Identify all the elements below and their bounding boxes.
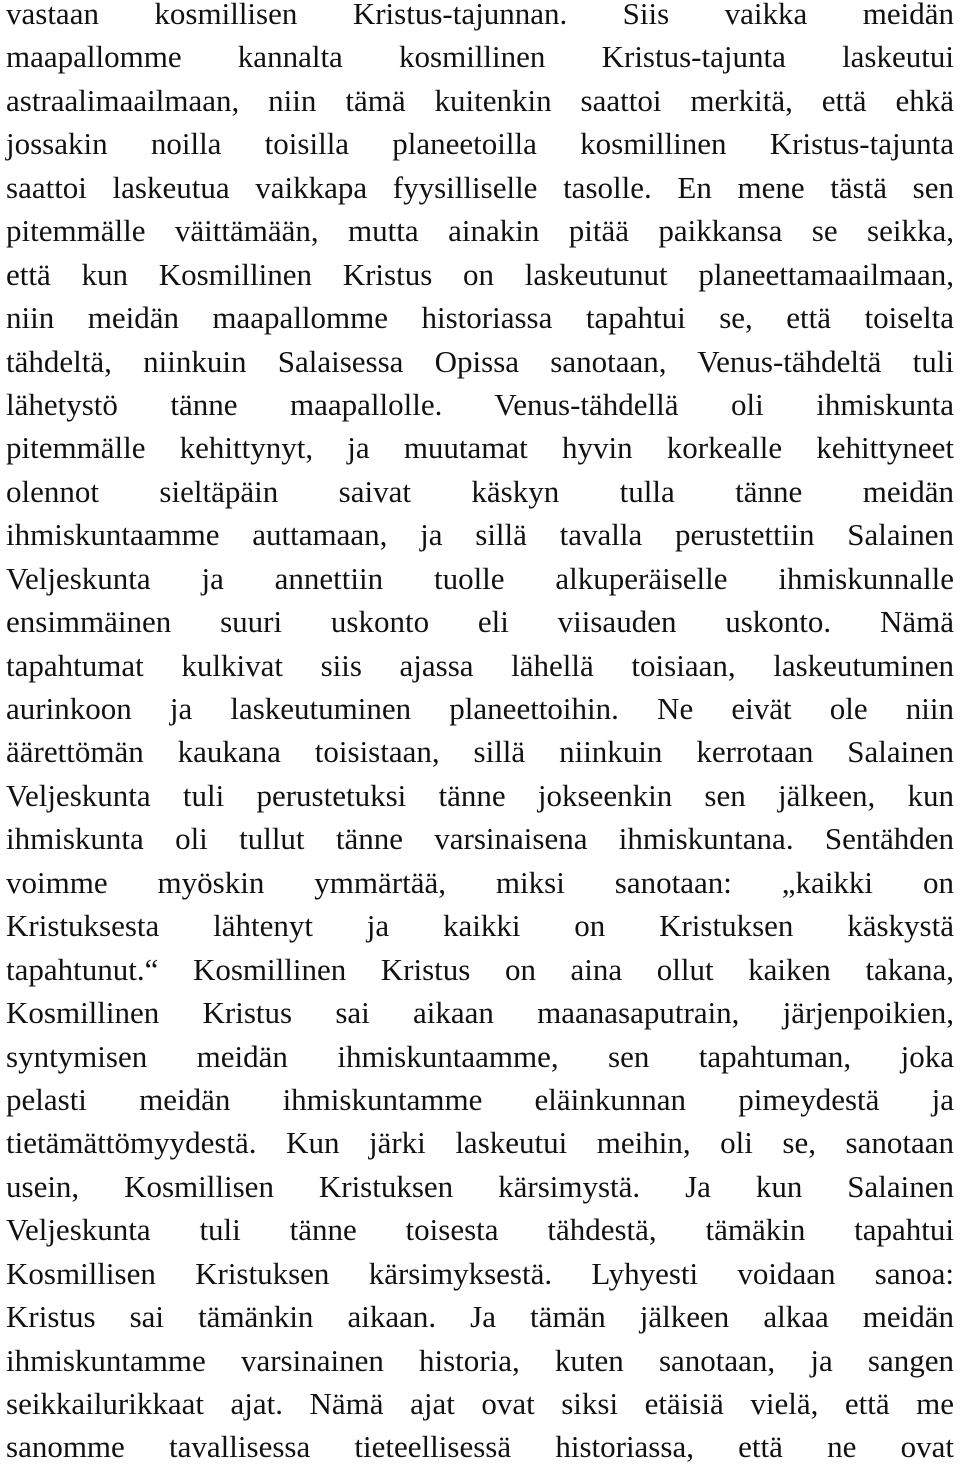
text-line: voimme myöskin ymmärtää, miksi sanotaan: „kaikki on xyxy=(6,864,954,900)
text-line: ihmiskuntaamme auttamaan, ja sillä tavalla perustettiin Salainen xyxy=(6,517,954,553)
text-line: äärettömän kaukana toisistaan, sillä niinkuin kerrotaan Salainen xyxy=(6,734,954,770)
text-line: astraalimaailmaan, niin tämä kuitenkin saattoi merkitä, että ehkä xyxy=(6,82,954,118)
text-line: syntymisen meidän ihmiskuntaamme, sen tapahtuman, joka xyxy=(6,1038,954,1074)
text-line: jossakin noilla toisilla planeetoilla kosmillinen Kristus-tajunta xyxy=(6,126,954,162)
text-line: Veljeskunta tuli tänne toisesta tähdestä, tämäkin tapahtui xyxy=(6,1212,954,1248)
text-line: että kun Kosmillinen Kristus on laskeutunut planeettamaailmaan, xyxy=(6,256,954,292)
text-line: tietämättömyydestä. Kun järki laskeutui meihin, oli se, sanotaan xyxy=(6,1125,954,1161)
text-line: niin meidän maapallomme historiassa tapahtui se, että toiselta xyxy=(6,300,954,336)
text-line: tapahtunut.“ Kosmillinen Kristus on aina ollut kaiken takana, xyxy=(6,951,954,987)
text-line: vastaan kosmillisen Kristus-tajunnan. Siis vaikka meidän xyxy=(6,0,954,31)
text-line: pitemmälle kehittynyt, ja muutamat hyvin korkealle kehittyneet xyxy=(6,430,954,466)
text-line: saattoi laskeutua vaikkapa fyysilliselle tasolle. En mene tästä sen xyxy=(6,169,954,205)
text-line: Veljeskunta tuli perustetuksi tänne jokseenkin sen jälkeen, kun xyxy=(6,777,954,813)
text-line: olennot sieltäpäin saivat käskyn tulla tänne meidän xyxy=(6,473,954,509)
text-line: maapallomme kannalta kosmillinen Kristus-tajunta laskeutui xyxy=(6,39,954,75)
text-line: ihmiskuntamme varsinainen historia, kuten sanotaan, ja sangen xyxy=(6,1342,954,1378)
text-line: seikkailurikkaat ajat. Nämä ajat ovat siksi etäisiä vielä, että me xyxy=(6,1386,954,1421)
text-line: tähdeltä, niinkuin Salaisessa Opissa sanotaan, Venus-tähdeltä tuli xyxy=(6,343,954,379)
text-line: Kosmillinen Kristus sai aikaan maanasaputrain, järjenpoikien, xyxy=(6,995,954,1031)
text-line: Veljeskunta ja annettiin tuolle alkuperäiselle ihmiskunnalle xyxy=(6,560,954,596)
text-line: lähetystö tänne maapallolle. Venus-tähdellä oli ihmiskunta xyxy=(6,386,954,422)
text-line: Kristuksesta lähtenyt ja kaikki on Kristuksen käskystä xyxy=(6,908,954,944)
text-line: sanomme tavallisessa tieteellisessä historiassa, että ne ovat xyxy=(6,1429,954,1465)
text-line: pelasti meidän ihmiskuntamme eläinkunnan pimeydestä ja xyxy=(6,1081,954,1117)
text-line: Kosmillisen Kristuksen kärsimyksestä. Lyhyesti voidaan sanoa: xyxy=(6,1255,954,1291)
text-line: aurinkoon ja laskeutuminen planeettoihin. Ne eivät ole niin xyxy=(6,691,954,726)
text-line: ensimmäinen suuri uskonto eli viisauden uskonto. Nämä xyxy=(6,604,954,640)
text-line: tapahtumat kulkivat siis ajassa lähellä toisiaan, laskeutuminen xyxy=(6,647,954,683)
text-line: ihmiskunta oli tullut tänne varsinaisena ihmiskuntana. Sentähden xyxy=(6,821,954,857)
body-text xyxy=(6,0,954,1469)
text-line: usein, Kosmillisen Kristuksen kärsimystä. Ja kun Salainen xyxy=(6,1168,954,1204)
text-line: Kristus sai tämänkin aikaan. Ja tämän jälkeen alkaa meidän xyxy=(6,1299,954,1335)
text-line: pitemmälle väittämään, mutta ainakin pitää paikkansa se seikka, xyxy=(6,213,954,249)
